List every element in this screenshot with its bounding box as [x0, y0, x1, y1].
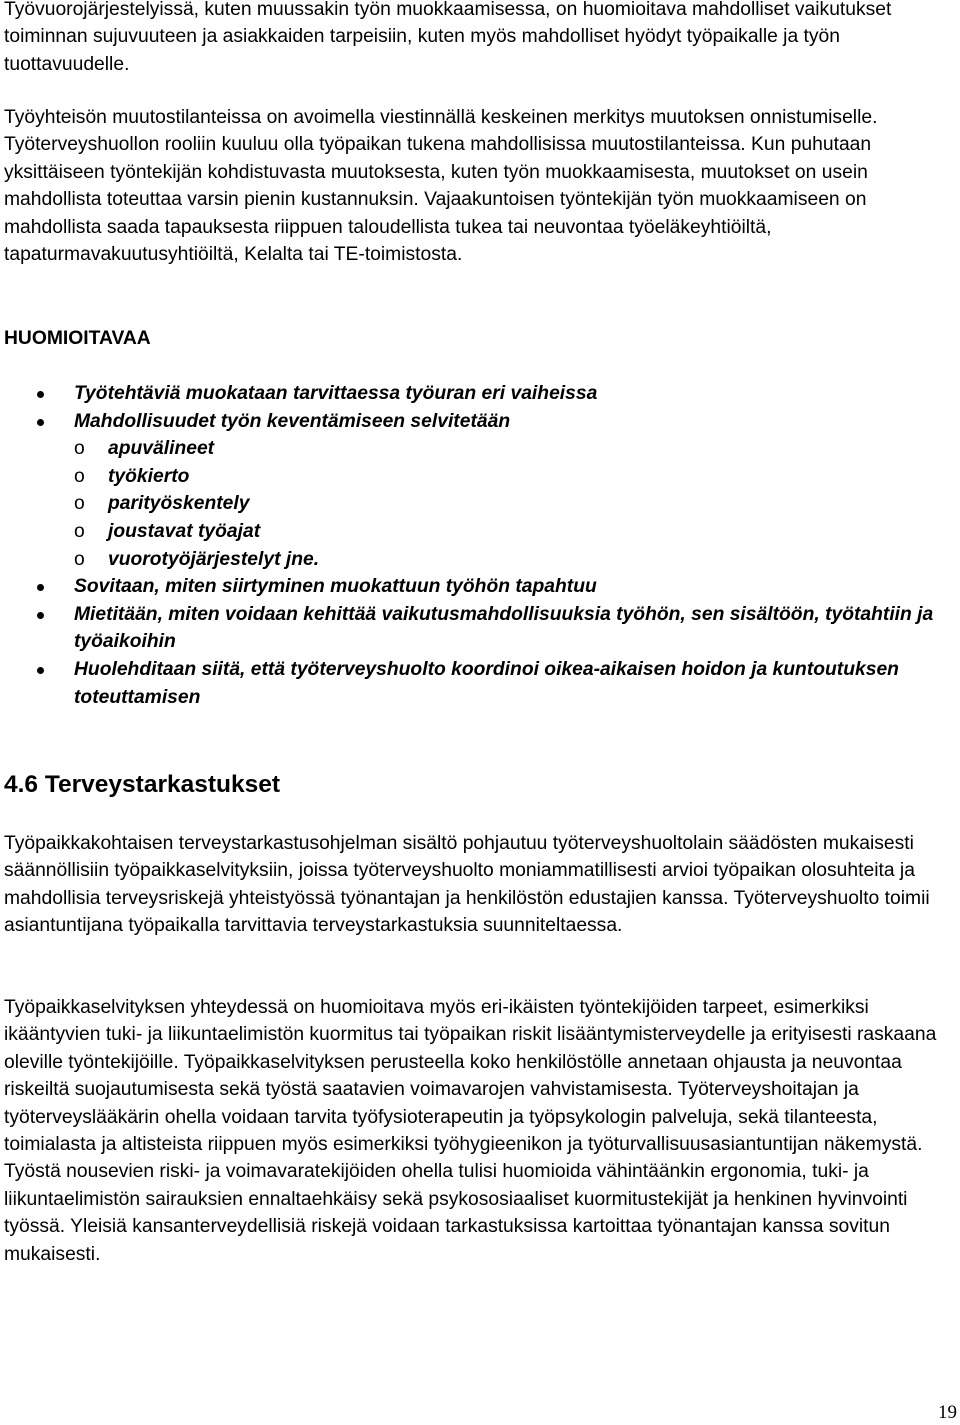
list-item: Sovitaan, miten siirtyminen muokattuun työhön tapahtuu [4, 573, 948, 601]
sub-list-item: o apuvälineet [74, 438, 215, 460]
bullet-icon [37, 419, 44, 426]
page-number: 19 [938, 1402, 957, 1423]
sub-list-item: o vuorotyöjärjestelyt jne. [74, 548, 320, 570]
bullet-icon [37, 584, 44, 591]
paragraph-scheduling: Työvuorojärjestelyissä, kuten muussakin työn muokkaamisessa, on huomioitava mahdolliset vaikutukset toiminnan sujuvuuteen ja asiakkaiden tarpeisiin, kuten myös mahdolliset hyödyt työpaikalle ja työn tuottavuudelle. [4, 0, 892, 75]
list-item: Työtehtäviä muokataan tarvittaessa työuran eri vaiheissa [4, 380, 948, 408]
notice-list [4, 380, 948, 711]
list-item: Huolehditaan siitä, että työterveyshuolto koordinoi oikea-aikaisen hoidon ja kuntoutuksen toteuttamisen [4, 656, 948, 711]
list-item: Mahdollisuudet työn keventämiseen selvitetään o apuvälineet o työkierto o parityöskentely o joustavat työajat o vuorotyöjärjestelyt jne. [4, 408, 948, 574]
sub-list-item: o joustavat työajat [74, 520, 261, 542]
sub-list-item: o työkierto [74, 465, 190, 487]
bullet-icon [37, 667, 44, 674]
paragraph-health-program: Työpaikkakohtaisen terveystarkastusohjelman sisältö pohjautuu työterveyshuoltolain säädösten mukaisesti säännöllisiin työpaikkaselvityksiin, joissa työterveyshuolto moniammatillisesti arvioi työpaikan olosuhteita ja mahdollisia terveysriskejä yhteistyössä työnantajan ja henkilöstön edustajien kanssa. Työterveyshuolto toimii asiantuntijana työpaikalla tarvittavia terveystarkastuksia suunniteltaessa. [4, 833, 930, 937]
section-title: 4.6 Terveystarkastukset [4, 771, 281, 798]
bullet-icon [37, 391, 44, 398]
list-item: Mietitään, miten voidaan kehittää vaikutusmahdollisuuksia työhön, sen sisältöön, työtahtiin ja työaikoihin [4, 601, 948, 656]
bullet-icon [37, 612, 44, 619]
paragraph-workplace-survey: Työpaikkaselvityksen yhteydessä on huomioitava myös eri-ikäisten työntekijöiden tarpeet, esimerkiksi ikääntyvien tuki- ja liikuntaelimistön kuormitus tai työpaikan riskit lisääntymisterveydelle ja erityisesti raskaana oleville työntekijöille. Työpaikkaselvityksen perusteella koko henkilöstölle annetaan ohjausta ja neuvontaa riskeiltä suojautumisesta sekä työstä saatavien voimavarojen vahvistamisesta. Työterveyshoitajan ja työterveyslääkärin ohella voidaan tarvita työfysioterapeutin ja työpsykologin palveluja, sekä tilanteesta, toimialasta ja altisteista riippuen myös esimerkiksi työhygieenikon ja työturvallisuusasiantuntijan näkemystä. Työstä nousevien riski- ja voimavaratekijöiden ohella tulisi huomioida vähintäänkin ergonomia, tuki- ja liikuntaelimistön sairauksien ennaltaehkäisy sekä psykososiaaliset kuormitustekijät ja henkinen hyvinvointi työssä. Yleisiä kansanterveydellisiä riskejä voidaan tarkastuksissa kartoittaa työnantajan kanssa sovitun mukaisesti. [4, 997, 937, 1265]
sub-list [74, 435, 948, 573]
notice-heading: HUOMIOITAVAA [4, 328, 151, 349]
sub-list-item: o parityöskentely [74, 493, 250, 515]
paragraph-change-communication: Työyhteisön muutostilanteissa on avoimella viestinnällä keskeinen merkitys muutoksen onnistumiselle. Työterveyshuollon rooliin kuuluu olla työpaikan tukena mahdollisissa muutostilanteissa. Kun puhutaan yksittäiseen työntekijän kohdistuvasta muutoksesta, kuten työn muokkaamisesta, muutokset on usein mahdollista toteuttaa varsin pienin kustannuksin. Vajaakuntoisen työntekijän työn muokkaamiseen on mahdollista saada tapauksesta riippuen taloudellista tukea tai neuvontaa työeläkeyhtiöiltä, tapaturmavakuutusyhtiöiltä, Kelalta tai TE-toimistosta. [4, 107, 878, 266]
